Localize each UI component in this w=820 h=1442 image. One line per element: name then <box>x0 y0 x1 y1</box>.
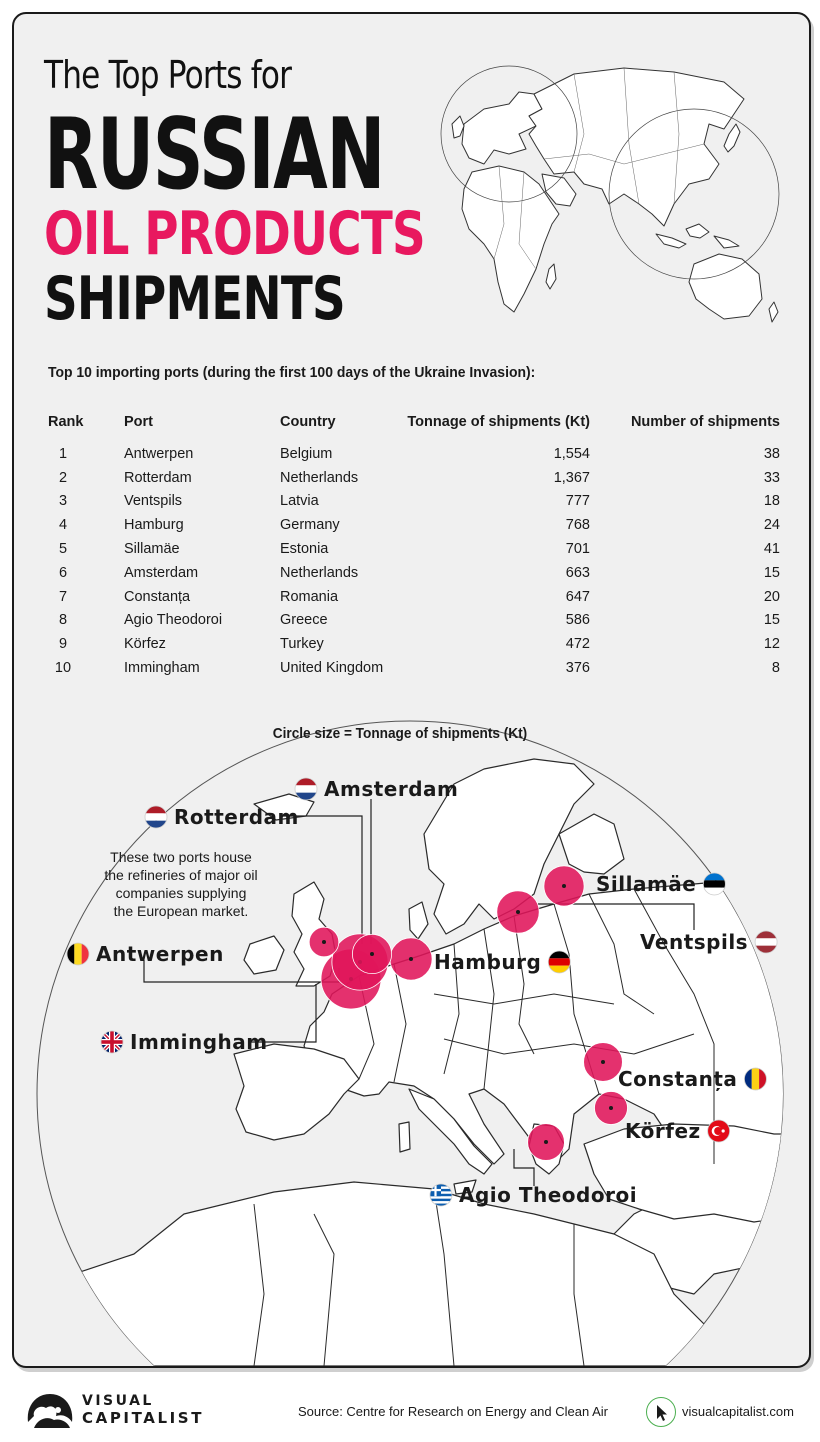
port-dot <box>322 940 326 944</box>
cell-country: Germany <box>280 517 340 534</box>
port-label-ventspils: Ventspils <box>640 930 749 954</box>
footer <box>0 1378 820 1442</box>
cell-tonnage: 376 <box>565 660 590 677</box>
cell-port: Immingham <box>124 660 200 677</box>
ports-table <box>48 414 780 680</box>
cell-country: United Kingdom <box>280 660 384 677</box>
port-dot <box>562 884 566 888</box>
cell-country: Netherlands <box>280 469 359 486</box>
brand-line-1: VISUAL <box>82 1393 154 1409</box>
cell-port: Ventspils <box>124 493 183 510</box>
port-dot <box>609 1106 613 1110</box>
visual-capitalist-logo <box>82 1394 204 1426</box>
table-row <box>48 513 780 537</box>
cell-shipments: 24 <box>763 517 780 534</box>
table-row <box>48 537 780 561</box>
cell-rank: 9 <box>58 636 68 653</box>
cell-rank: 10 <box>54 660 72 677</box>
port-label-korfez: Körfez <box>625 1119 701 1143</box>
cell-shipments: 41 <box>763 541 780 558</box>
cell-rank: 2 <box>58 469 68 486</box>
cell-shipments: 8 <box>771 660 780 677</box>
cell-tonnage: 768 <box>565 517 590 534</box>
flag-antwerpen-icon <box>67 943 90 965</box>
cell-port: Amsterdam <box>124 564 199 581</box>
table-row <box>48 585 780 609</box>
cell-port: Agio Theodoroi <box>124 612 223 629</box>
cell-country: Estonia <box>280 541 329 558</box>
cell-country: Latvia <box>280 493 319 510</box>
flag-rotterdam-icon <box>145 806 167 829</box>
col-header-port: Port <box>124 414 153 430</box>
port-label-rotterdam: Rotterdam <box>174 805 299 829</box>
cell-country: Belgium <box>280 445 333 462</box>
cell-shipments: 38 <box>763 445 780 462</box>
flag-hamburg-icon <box>548 951 570 974</box>
flag-agio-icon <box>430 1184 452 1206</box>
title-line-4: SHIPMENTS <box>44 264 345 334</box>
table-row <box>48 632 780 656</box>
flag-immingham-icon <box>101 1031 123 1053</box>
cell-rank: 4 <box>58 517 68 534</box>
cell-shipments: 33 <box>763 469 780 486</box>
port-label-immingham: Immingham <box>130 1030 268 1054</box>
port-dot <box>544 1140 548 1144</box>
cell-country: Netherlands <box>280 564 359 581</box>
flag-ventspils-icon <box>755 931 777 954</box>
port-label-agio: Agio Theodoroi <box>459 1183 638 1207</box>
cell-shipments: 18 <box>763 493 780 510</box>
cell-tonnage: 1,554 <box>553 445 590 462</box>
port-dot <box>601 1060 605 1064</box>
cell-country: Turkey <box>280 636 324 653</box>
cell-shipments: 20 <box>763 588 780 605</box>
cell-rank: 6 <box>58 564 68 581</box>
flag-korfez-icon <box>708 1120 730 1142</box>
infographic-panel <box>12 12 811 1368</box>
port-label-antwerpen: Antwerpen <box>96 942 224 966</box>
brand-line-2: CAPITALIST <box>82 1409 205 1427</box>
world-map-illustration <box>424 54 784 354</box>
title-line-1: The Top Ports for <box>44 53 292 97</box>
cell-rank: 3 <box>58 493 68 510</box>
cell-shipments: 12 <box>763 636 780 653</box>
table-header-row <box>48 414 780 442</box>
table-row <box>48 490 780 514</box>
cell-port: Constanța <box>124 588 191 605</box>
table-subtitle: Top 10 importing ports (during the first 100 days of the Ukraine Invasion): <box>48 364 536 381</box>
table-row <box>48 442 780 466</box>
title-line-3: OIL PRODUCTS <box>44 199 425 269</box>
table-row <box>48 656 780 680</box>
cell-tonnage: 647 <box>565 588 590 605</box>
website-link[interactable]: visualcapitalist.com <box>682 1404 794 1419</box>
visual-capitalist-logo-icon <box>22 1388 78 1436</box>
flag-sillamae-icon <box>703 873 725 896</box>
europe-map <box>14 694 809 1366</box>
cell-rank: 5 <box>58 541 68 558</box>
port-label-hamburg: Hamburg <box>434 950 542 974</box>
cell-country: Romania <box>280 588 339 605</box>
cell-tonnage: 1,367 <box>553 469 590 486</box>
cell-port: Hamburg <box>124 517 184 534</box>
flag-amsterdam-icon <box>295 778 317 801</box>
cell-port: Rotterdam <box>124 469 192 486</box>
flag-constanta-icon <box>744 1068 767 1090</box>
title-line-2: RUSSIAN <box>44 98 384 212</box>
col-header-rank: Rank <box>48 414 84 430</box>
cell-shipments: 15 <box>763 564 780 581</box>
map-legend: Circle size = Tonnage of shipments (Kt) <box>272 724 528 742</box>
cell-tonnage: 701 <box>565 541 590 558</box>
col-header-shipments: Number of shipments <box>630 414 780 430</box>
cell-tonnage: 586 <box>565 612 590 629</box>
port-label-amsterdam: Amsterdam <box>324 777 459 801</box>
annotation-line: companies supplying <box>115 885 247 901</box>
cell-tonnage: 663 <box>565 564 590 581</box>
port-label-constanta: Constanța <box>618 1067 738 1091</box>
source-citation: Source: Centre for Research on Energy and Clean Air <box>298 1404 609 1419</box>
cell-port: Sillamäe <box>124 541 180 558</box>
cell-port: Körfez <box>124 636 166 653</box>
table-row <box>48 466 780 490</box>
table-row <box>48 609 780 633</box>
port-dot <box>409 957 413 961</box>
cell-rank: 1 <box>58 445 68 462</box>
annotation-line: the refineries of major oil <box>104 867 258 883</box>
cell-port: Antwerpen <box>124 445 194 462</box>
col-header-country: Country <box>280 414 336 430</box>
cell-tonnage: 777 <box>565 493 590 510</box>
cell-country: Greece <box>280 612 328 629</box>
cell-shipments: 15 <box>763 612 780 629</box>
port-dot <box>370 952 374 956</box>
cursor-icon <box>646 1397 676 1427</box>
cell-tonnage: 472 <box>565 636 590 653</box>
refinery-annotation <box>104 849 257 919</box>
port-dot <box>516 910 520 914</box>
table-row <box>48 561 780 585</box>
annotation-line: the European market. <box>113 903 249 919</box>
col-header-tonnage: Tonnage of shipments (Kt) <box>407 414 590 430</box>
port-label-sillamae: Sillamäe <box>596 872 697 896</box>
cell-rank: 7 <box>58 588 68 605</box>
cell-rank: 8 <box>58 612 68 629</box>
annotation-line: These two ports house <box>110 849 252 865</box>
